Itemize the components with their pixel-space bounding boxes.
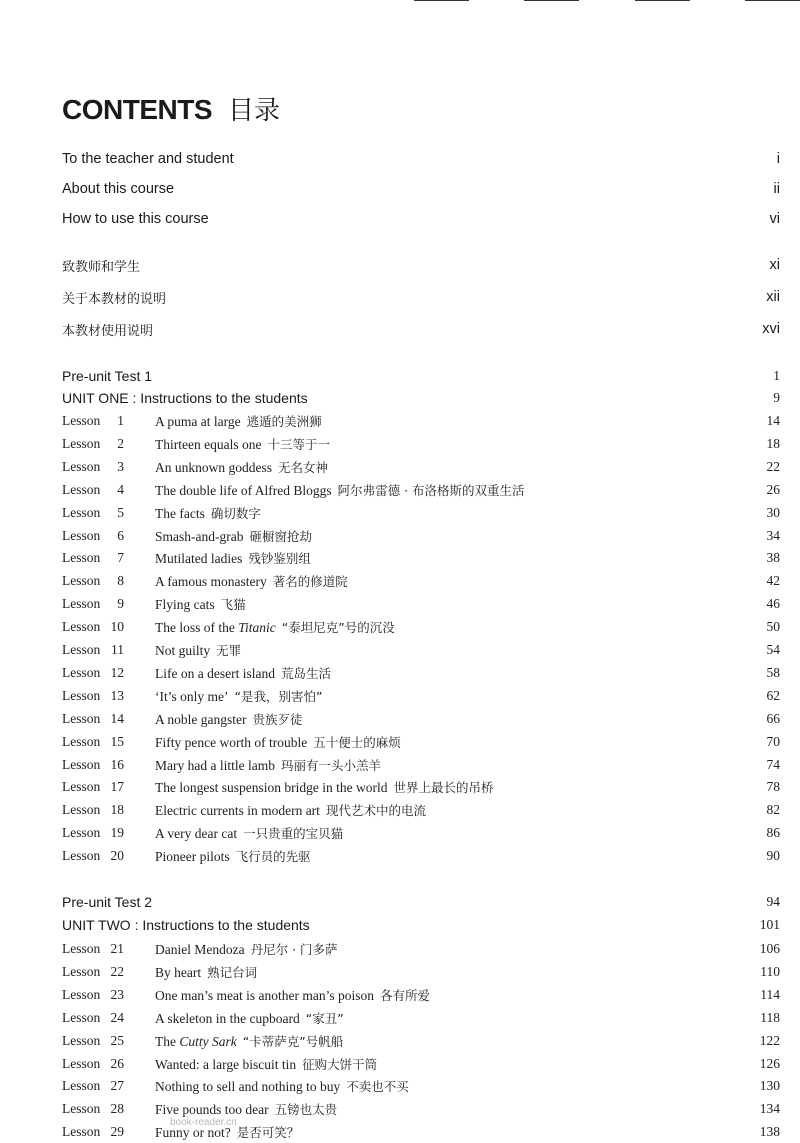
page-number: 70 — [766, 733, 780, 749]
lesson-number: 2 — [117, 435, 124, 451]
lesson-number: 3 — [117, 458, 124, 474]
lesson-title — [155, 687, 322, 705]
lesson-label: Lesson — [62, 458, 101, 474]
lesson-row[interactable] — [62, 1075, 780, 1097]
lesson-number: 8 — [117, 573, 124, 589]
lesson-title — [155, 549, 311, 567]
page-number: 74 — [766, 756, 780, 772]
lesson-label: Lesson — [62, 710, 101, 726]
toc-entry-title: About this course — [62, 181, 175, 197]
lesson-label: Lesson — [62, 733, 101, 749]
lesson-title — [155, 1055, 377, 1073]
lesson-title-cn: 五十便士的麻烦 — [313, 734, 401, 750]
toc-entry-cn[interactable] — [62, 254, 780, 276]
lesson-row[interactable] — [62, 799, 780, 821]
lesson-row[interactable] — [62, 1030, 780, 1052]
lesson-title-cn: 征购大饼干筒 — [302, 1056, 378, 1072]
lesson-title-en: Pioneer pilots — [155, 849, 230, 865]
lesson-number: 27 — [110, 1078, 124, 1094]
lesson-row[interactable] — [62, 822, 780, 844]
lesson-label: Lesson — [62, 1055, 101, 1071]
lesson-title-cn: 各有所爱 — [379, 987, 430, 1003]
lesson-title-cn: 砸橱窗抢劫 — [249, 528, 312, 544]
lesson-row[interactable] — [62, 1007, 780, 1029]
lesson-number: 4 — [117, 481, 124, 497]
lesson-title-cn: 是否可笑？ — [236, 1125, 300, 1141]
unit-instructions-title: UNIT TWO : Instructions to the students — [62, 917, 310, 933]
page-number: 138 — [759, 1124, 780, 1140]
lesson-label: Lesson — [62, 413, 101, 428]
toc-entry[interactable] — [62, 208, 780, 230]
page-number: 130 — [759, 1078, 780, 1094]
lesson-title — [155, 435, 330, 453]
lesson-title-cn: 丹尼尔 · 门多萨 — [250, 942, 338, 957]
lesson-title-en: The loss of the Titanic — [155, 620, 276, 636]
lesson-title-en: Electric currents in modern art — [155, 803, 320, 819]
lesson-number: 13 — [110, 687, 124, 703]
lesson-row[interactable] — [62, 410, 780, 432]
lesson-label: Lesson — [62, 1078, 101, 1094]
lesson-title-en: The double life of Alfred Bloggs — [155, 482, 332, 498]
page-number: ii — [773, 181, 780, 197]
lesson-label: Lesson — [62, 504, 101, 520]
lesson-title — [155, 458, 328, 476]
page-number: 1 — [773, 368, 780, 383]
lesson-title — [155, 1032, 343, 1050]
lesson-title-cn: 不卖也不买 — [346, 1079, 409, 1095]
lesson-title-cn: 现代艺术中的电流 — [325, 803, 426, 819]
lesson-number: 25 — [110, 1032, 124, 1048]
lesson-title-cn: 五镑也太贵 — [274, 1102, 338, 1118]
lesson-title-en: The Cutty Sark — [155, 1033, 237, 1049]
page-number: 110 — [760, 963, 780, 979]
lesson-title-cn: 飞猫 — [220, 597, 246, 613]
page-number: 106 — [759, 941, 780, 956]
watermark: book-reader.cn — [170, 1117, 237, 1128]
lesson-title-en: A very dear cat — [155, 826, 238, 842]
page-number: 90 — [766, 848, 780, 864]
lesson-row[interactable] — [62, 1053, 780, 1075]
page-number: xvi — [762, 321, 780, 337]
lesson-title — [155, 595, 246, 613]
page-number: 34 — [766, 527, 780, 543]
lesson-label: Lesson — [62, 963, 101, 979]
lesson-row[interactable] — [62, 845, 780, 867]
lesson-number: 9 — [117, 596, 124, 612]
lesson-number: 11 — [111, 642, 124, 657]
lesson-title — [155, 710, 303, 728]
toc-entry-cn[interactable] — [62, 286, 780, 308]
page-number: 26 — [766, 481, 780, 497]
lesson-title-cn: 十三等于一 — [267, 436, 330, 452]
lesson-number: 5 — [117, 504, 124, 520]
lesson-title-en: By heart — [155, 964, 202, 980]
lesson-number: 24 — [110, 1009, 124, 1025]
page-number: 134 — [759, 1101, 780, 1117]
page-number: 62 — [766, 687, 780, 703]
toc-entry-cn-title: 本教材使用说明 — [62, 323, 154, 339]
lesson-title-en: Five pounds too dear — [155, 1102, 269, 1118]
lesson-title — [155, 940, 338, 958]
lesson-row[interactable] — [62, 731, 780, 753]
lesson-label: Lesson — [62, 1124, 101, 1140]
lesson-title-cn: 世界上最长的吊桥 — [393, 780, 494, 796]
lesson-row[interactable] — [62, 754, 780, 776]
toc-entry[interactable] — [62, 178, 780, 200]
lesson-number: 23 — [110, 986, 124, 1002]
lesson-title-en: A puma at large — [155, 414, 241, 429]
page-number: 22 — [766, 458, 780, 474]
lesson-title-en: Wanted: a large biscuit tin — [155, 1056, 297, 1072]
page-number: xii — [766, 289, 780, 305]
page-number: 38 — [766, 550, 780, 566]
toc-entry-cn-title: 致教师和学生 — [62, 259, 141, 275]
lesson-title-cn: 玛丽有一头小羔羊 — [280, 757, 381, 773]
lesson-row[interactable] — [62, 433, 780, 455]
lesson-row[interactable] — [62, 685, 780, 707]
lesson-title-en: Smash-and-grab — [155, 528, 244, 544]
lesson-title-en: Flying cats — [155, 597, 215, 613]
lesson-row[interactable] — [62, 776, 780, 798]
lesson-title-en: An unknown goddess — [155, 459, 272, 475]
lesson-label: Lesson — [62, 848, 101, 864]
lesson-title-cn: 著名的修道院 — [272, 574, 348, 590]
lesson-title — [155, 527, 312, 545]
lesson-row[interactable] — [62, 961, 780, 983]
lesson-title — [155, 664, 331, 682]
unit-instructions[interactable] — [62, 914, 780, 936]
lesson-title — [155, 572, 348, 590]
lesson-title — [155, 756, 381, 774]
lesson-title-cn: “泰坦尼克”号的沉没 — [281, 620, 395, 636]
toc-entry[interactable] — [62, 148, 780, 170]
lesson-title-en: Life on a desert island — [155, 665, 275, 681]
page-number: i — [776, 151, 780, 167]
lesson-number: 14 — [110, 710, 124, 726]
lesson-title-cn: “是我，别害怕” — [234, 688, 323, 704]
lesson-label: Lesson — [62, 1101, 101, 1117]
pre-unit-test[interactable] — [62, 365, 780, 387]
page-number: 54 — [766, 642, 780, 657]
lesson-label: Lesson — [62, 527, 101, 543]
lesson-label: Lesson — [62, 986, 101, 1002]
toc-entry-cn-title: 关于本教材的说明 — [62, 291, 167, 307]
lesson-label: Lesson — [62, 642, 101, 657]
page-number: xi — [769, 257, 780, 273]
lesson-title-en: Funny or not? — [155, 1125, 231, 1141]
lesson-number: 1 — [117, 413, 124, 428]
lesson-title — [155, 733, 401, 751]
pre-unit-test-title: Pre-unit Test 2 — [62, 894, 153, 910]
lesson-title-en: The longest suspension bridge in the world — [155, 780, 388, 796]
lesson-title-cn: “卡蒂萨克”号帆船 — [242, 1033, 344, 1049]
lesson-row[interactable] — [62, 639, 780, 661]
lesson-title-cn: 阿尔弗雷德 · 布洛格斯的双重生活 — [337, 482, 525, 498]
lesson-number: 22 — [110, 963, 124, 979]
lesson-title-cn: 无名女神 — [278, 459, 329, 475]
page-number: 126 — [759, 1055, 780, 1071]
lesson-label: Lesson — [62, 1032, 101, 1048]
lesson-title-cn: 逃遁的美洲狮 — [246, 414, 322, 429]
page-number: 114 — [760, 986, 780, 1002]
lesson-title-en: A famous monastery — [155, 574, 267, 590]
lesson-title-en: The facts — [155, 505, 205, 521]
lesson-title-cn: 无罪 — [216, 643, 242, 658]
lesson-label: Lesson — [62, 596, 101, 612]
lesson-title-cn: 飞行员的先驱 — [235, 849, 311, 865]
lesson-number: 19 — [110, 825, 124, 841]
page-number: 9 — [773, 390, 780, 405]
lesson-number: 29 — [110, 1124, 124, 1140]
lesson-title — [155, 778, 493, 796]
lesson-title-cn: 荒岛生活 — [280, 665, 331, 681]
lesson-label: Lesson — [62, 619, 101, 635]
lesson-label: Lesson — [62, 756, 101, 772]
lesson-row[interactable] — [62, 662, 780, 684]
lesson-title-en: One man’s meat is another man’s poison — [155, 987, 374, 1003]
lesson-label: Lesson — [62, 941, 101, 956]
page-number: 78 — [766, 779, 780, 795]
lesson-label: Lesson — [62, 435, 101, 451]
lesson-title-cn: 熟记台词 — [207, 964, 258, 980]
toc-entry-title: To the teacher and student — [62, 151, 234, 167]
lesson-number: 12 — [110, 664, 124, 680]
page-title-en: CONTENTS — [62, 94, 212, 125]
page-number: 14 — [766, 413, 780, 428]
lesson-label: Lesson — [62, 802, 101, 818]
lesson-title — [155, 824, 343, 842]
lesson-number: 20 — [110, 848, 124, 864]
lesson-label: Lesson — [62, 573, 101, 589]
lesson-row[interactable] — [62, 616, 780, 638]
lesson-title-cn: 贵族歹徒 — [252, 711, 303, 727]
page-number: 122 — [759, 1032, 780, 1048]
lesson-number: 15 — [110, 733, 124, 749]
lesson-row[interactable] — [62, 547, 780, 569]
page-number: 58 — [766, 664, 780, 680]
lesson-row[interactable] — [62, 570, 780, 592]
lesson-label: Lesson — [62, 481, 101, 497]
page-number: 118 — [760, 1009, 780, 1025]
page-title-cn: 目录 — [228, 96, 281, 126]
lesson-title-cn: “家丑” — [305, 1010, 344, 1026]
page-number: 50 — [766, 619, 780, 635]
lesson-title-cn: 一只贵重的宝贝猫 — [243, 826, 344, 842]
lesson-title — [155, 801, 426, 819]
lesson-row[interactable] — [62, 502, 780, 524]
lesson-title-en: Not guilty — [155, 643, 211, 658]
lesson-number: 21 — [110, 941, 124, 956]
unit-instructions[interactable] — [62, 387, 780, 409]
lesson-row[interactable] — [62, 984, 780, 1006]
lesson-row[interactable] — [62, 479, 780, 501]
page-number: vi — [769, 211, 780, 227]
lesson-row[interactable] — [62, 938, 780, 960]
page-number: 101 — [759, 917, 780, 932]
page-number: 42 — [766, 573, 780, 589]
page-number: 94 — [766, 894, 780, 909]
lesson-row[interactable] — [62, 456, 780, 478]
lesson-label: Lesson — [62, 1009, 101, 1025]
lesson-title — [155, 481, 525, 499]
lesson-label: Lesson — [62, 687, 101, 703]
lesson-title-en: Mutilated ladies — [155, 551, 243, 567]
lesson-title-en: Mary had a little lamb — [155, 757, 275, 773]
lesson-title-en: Daniel Mendoza — [155, 942, 245, 957]
lesson-row[interactable] — [62, 708, 780, 730]
pre-unit-test-title: Pre-unit Test 1 — [62, 368, 153, 384]
lesson-title-cn: 残钞鉴别组 — [248, 551, 311, 567]
lesson-title-en: Fifty pence worth of trouble — [155, 734, 308, 750]
unit-instructions-title: UNIT ONE : Instructions to the students — [62, 390, 308, 406]
lesson-number: 28 — [110, 1101, 124, 1117]
lesson-label: Lesson — [62, 779, 101, 795]
lesson-title — [155, 1100, 337, 1118]
lesson-row[interactable] — [62, 593, 780, 615]
lesson-title — [155, 1009, 344, 1027]
lesson-number: 10 — [110, 619, 124, 635]
lesson-label: Lesson — [62, 664, 101, 680]
page-number: 18 — [766, 435, 780, 451]
lesson-number: 7 — [117, 550, 124, 566]
pre-unit-test[interactable] — [62, 891, 780, 913]
lesson-title-en: Nothing to sell and nothing to buy — [155, 1079, 341, 1095]
lesson-number: 18 — [110, 802, 124, 818]
lesson-title-en: A skeleton in the cupboard — [155, 1010, 300, 1026]
page-number: 66 — [766, 710, 780, 726]
page-number: 86 — [766, 825, 780, 841]
toc-entry-cn[interactable] — [62, 318, 780, 340]
lesson-number: 6 — [117, 527, 124, 543]
lesson-title-en: A noble gangster — [155, 711, 247, 727]
toc-entry-title: How to use this course — [62, 211, 209, 227]
lesson-title — [155, 963, 257, 981]
page-number: 46 — [766, 596, 780, 612]
lesson-number: 26 — [110, 1055, 124, 1071]
lesson-title — [155, 847, 311, 865]
lesson-number: 17 — [110, 779, 124, 795]
lesson-title — [155, 412, 322, 430]
lesson-title-cn: 确切数字 — [210, 505, 261, 521]
lesson-label: Lesson — [62, 825, 101, 841]
lesson-title — [155, 641, 241, 659]
lesson-label: Lesson — [62, 550, 101, 566]
lesson-title — [155, 504, 261, 522]
lesson-title — [155, 1077, 409, 1095]
lesson-row[interactable] — [62, 525, 780, 547]
lesson-title-en: ‘It’s only me’ — [155, 688, 229, 704]
lesson-number: 16 — [110, 756, 124, 772]
lesson-title — [155, 986, 430, 1004]
lesson-title — [155, 618, 395, 636]
lesson-title-en: Thirteen equals one — [155, 436, 262, 452]
page-number: 82 — [766, 802, 780, 818]
page-number: 30 — [766, 504, 780, 520]
